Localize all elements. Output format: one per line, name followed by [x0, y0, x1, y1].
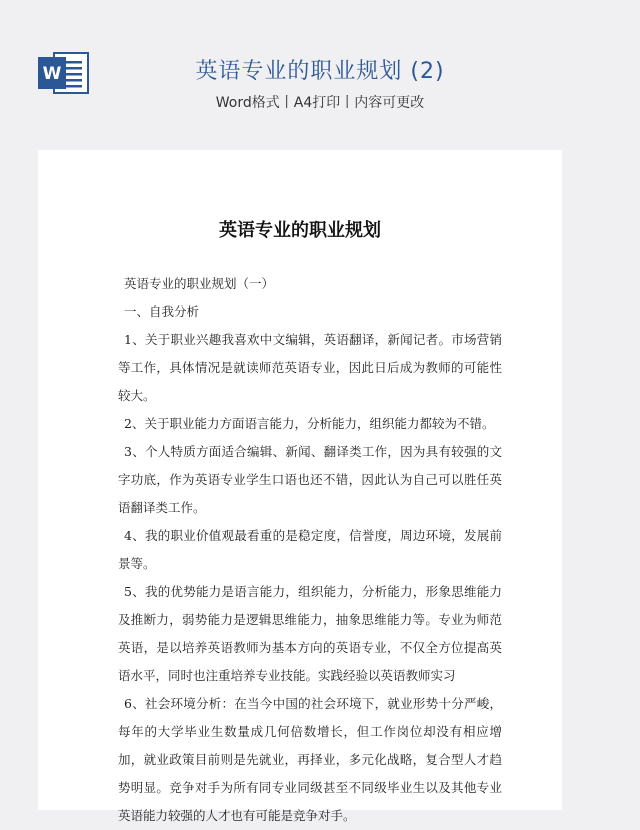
document-banner	[0, 0, 600, 150]
paragraph-strengths: 5、我的优势能力是语言能力，组织能力，分析能力，形象思维能力及推断力，弱势能力是逻辑思维能力，抽象思维能力等。专业为师范英语，是以培养英语教师为基本方向的英语专业，不仅全方位提高英语水平，同时也注重培养专业技能。实践经验以英语教师实习	[118, 584, 502, 683]
paragraph-heading: 英语专业的职业规划（一）	[124, 276, 275, 291]
paragraph-section-title: 一、自我分析	[124, 304, 200, 319]
banner-subtitle: Word格式丨A4打印丨内容可更改	[215, 95, 425, 111]
word-icon-letter: W	[42, 64, 62, 84]
paragraph-interest: 1、关于职业兴趣我喜欢中文编辑，英语翻译，新闻记者。市场营销等工作，具体情况是就读师范英语专业，因此日后成为教师的可能性较大。	[118, 332, 502, 403]
document-page	[38, 150, 562, 823]
document-body	[118, 270, 502, 830]
document-title: 英语专业的职业规划	[219, 220, 381, 241]
paragraph-values: 4、我的职业价值观最看重的是稳定度，信誉度，周边环境，发展前景等。	[118, 528, 502, 571]
paragraph-ability: 2、关于职业能力方面语言能力，分析能力，组织能力都较为不错。	[124, 416, 495, 431]
banner-title: 英语专业的职业规划 (2)	[195, 59, 445, 84]
paragraph-traits: 3、个人特质方面适合编辑、新闻、翻译类工作，因为具有较强的文字功底，作为英语专业学生口语也还不错，因此认为自己可以胜任英语翻译类工作。	[118, 444, 502, 515]
paragraph-environment: 6、社会环境分析：在当今中国的社会环境下，就业形势十分严峻，每年的大学毕业生数量成几何倍数增长，但工作岗位却没有相应增加，就业政策目前则是先就业，再择业，多元化战略，复合型人才趋势明显。竞争对手为所有同专业同级甚至不同级毕业生以及其他专业英语能力较强的人才也有可能是竞争对手。	[118, 696, 502, 823]
